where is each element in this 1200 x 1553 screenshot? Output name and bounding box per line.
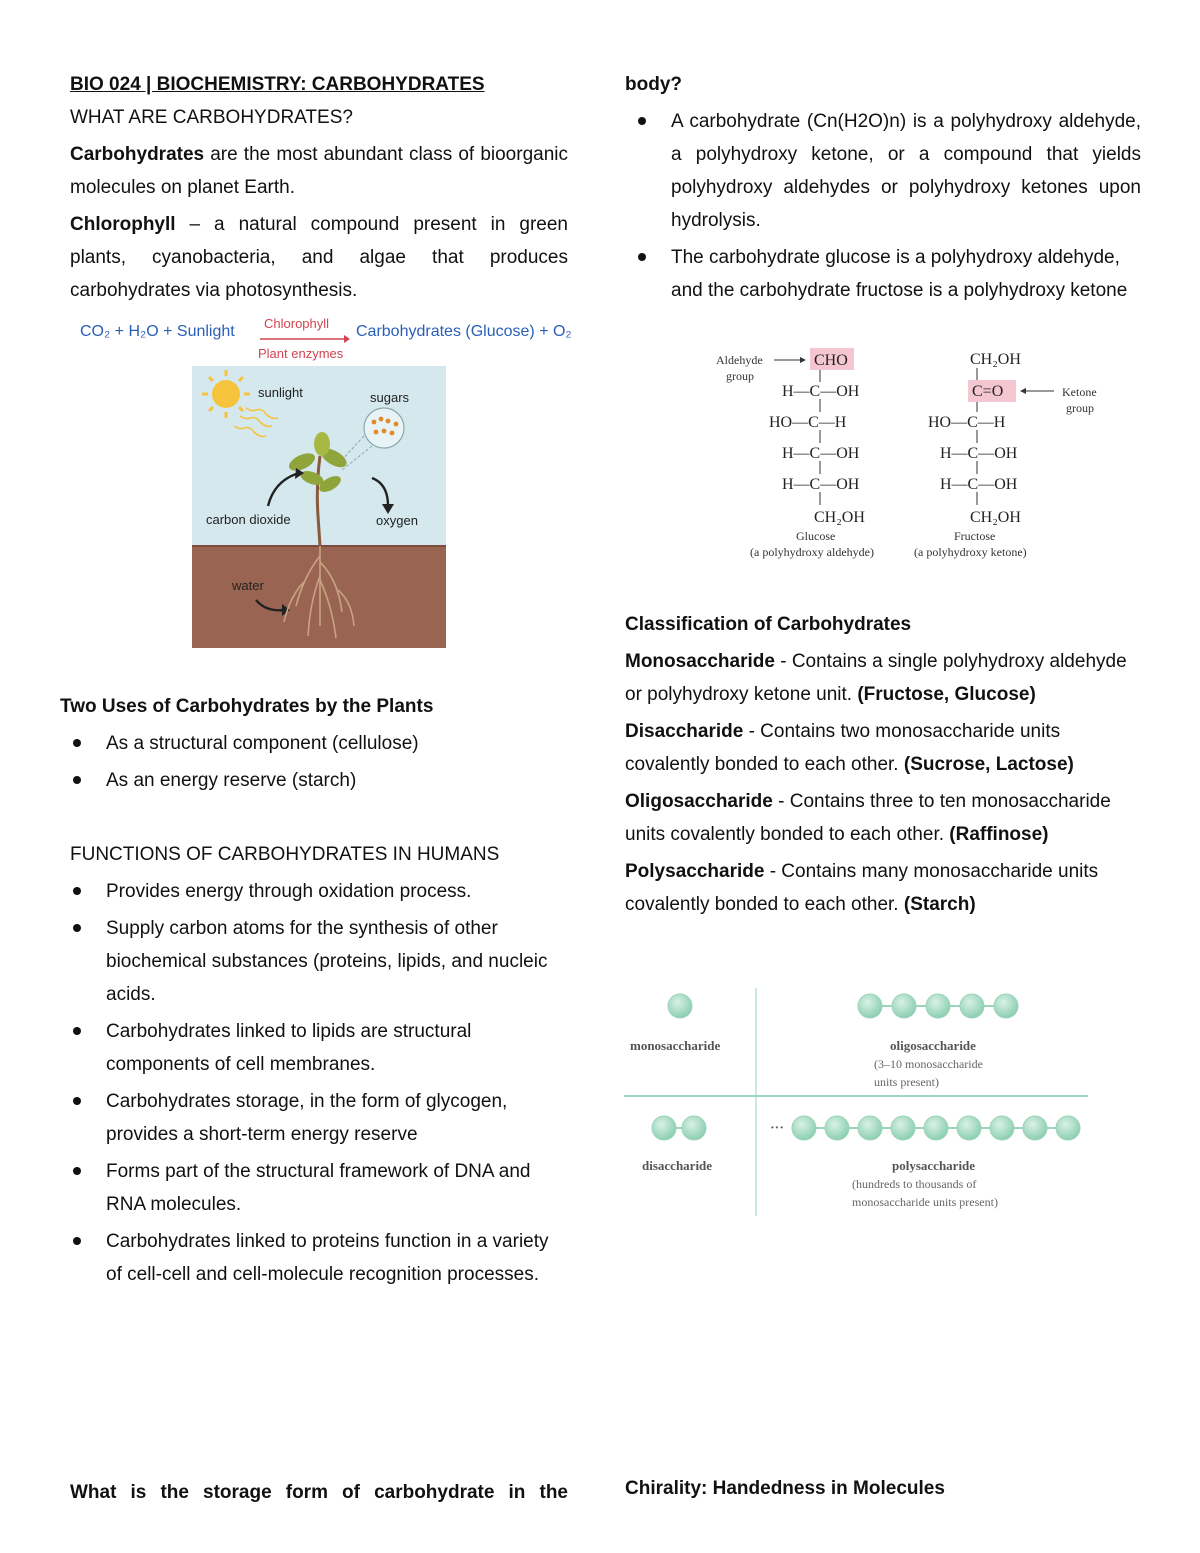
class-monosaccharide: Monosaccharide - Contains a single polyhydroxy aldehyde or polyhydroxy ketone unit. (Fructose, Glucose) [625,651,1127,705]
right-column [625,68,1141,307]
question-continued: body? [625,74,682,95]
svg-text:CH₂OH: CH₂OH [970,509,1021,526]
saccharide-figure [624,988,1088,1216]
storage-question: What is the storage form of carbohydrate in the [70,1482,568,1503]
list-item: Provides energy through oxidation process. [70,875,568,908]
poly-sub1: (hundreds to thousands of [852,1177,977,1191]
equation-enzymes: Plant enzymes [258,346,344,361]
what-heading: WHAT ARE CARBOHYDRATES? [70,107,353,128]
fructose-description: (a polyhydroxy ketone) [914,545,1027,559]
class-polysaccharide: Polysaccharide - Contains many monosaccharide units covalently bonded to each other. (Starch) [625,861,1099,915]
equation-catalyst: Chlorophyll [264,316,330,331]
oligo-sub1: (3–10 monosaccharide [874,1057,983,1071]
functions-heading: FUNCTIONS OF CARBOHYDRATES IN HUMANS [70,844,500,865]
class-disaccharide: Disaccharide - Contains two monosaccharide units covalently bonded to each other. (Sucrose, Lactose) [625,721,1074,775]
plant-uses-section [60,690,568,797]
glucose-fructose-figure [700,344,1120,566]
chirality-heading: Chirality: Handedness in Molecules [625,1478,945,1499]
document-title: BIO 024 | BIOCHEMISTRY: CARBOHYDRATES [70,74,485,95]
oxygen-label: oxygen [376,513,418,528]
sugars-label: sugars [370,390,410,405]
ketone-label: Ketone [1062,385,1097,399]
chlorophyll-paragraph: Chlorophyll – a natural compound present in green plants, cyanobacteria, and algae that produces carbohydrates via photosynthesis. [70,214,568,301]
equation-reactants: CO₂ + H₂O + Sunlight [80,323,235,340]
list-item: Carbohydrates linked to proteins function in a variety of cell-cell and cell-molecule recognition processes. [70,1225,568,1291]
aldehyde-group-label: group [726,369,754,383]
carbon-dioxide-label: carbon dioxide [206,512,291,527]
list-item: As an energy reserve (starch) [70,764,568,797]
equation-products: Carbohydrates (Glucose) + O₂ [356,323,572,340]
svg-text:H—C—OH: H—C—OH [782,445,860,462]
di-label: disaccharide [642,1158,713,1173]
carbohydrates-term: Carbohydrates [70,144,205,165]
list-item: As a structural component (cellulose) [70,727,568,760]
poly-label: polysaccharide [892,1158,976,1173]
aldehyde-label: Aldehyde [716,353,763,367]
svg-text:H—C—OH: H—C—OH [940,476,1018,493]
svg-text:H—C—OH: H—C—OH [782,476,860,493]
classification-section [625,608,1141,921]
list-item: Carbohydrates linked to lipids are structural components of cell membranes. [70,1015,568,1081]
carbohydrates-paragraph: Carbohydrates are the most abundant class of bioorganic molecules on planet Earth. [70,144,568,198]
equation-arrow [260,334,350,344]
list-item: The carbohydrate glucose is a polyhydroxy aldehyde, and the carbohydrate fructose is a polyhydroxy ketone [635,241,1141,307]
sunlight-label: sunlight [258,385,303,400]
ketone-group-label: group [1066,401,1094,415]
svg-text:HO—C—H: HO—C—H [769,414,847,431]
mono-bead [668,994,692,1018]
list-item: Supply carbon atoms for the synthesis of other biochemical substances (proteins, lipids, and nucleic acids. [70,912,568,1011]
chlorophyll-term: Chlorophyll [70,214,176,235]
list-item: A carbohydrate (Cn(H2O)n) is a polyhydroxy aldehyde, a polyhydroxy ketone, or a compound that yields polyhydroxy aldehydes or polyhydroxy ketones upon hydrolysis. [635,105,1141,237]
photosynthesis-figure [192,366,446,648]
svg-text:CH₂OH: CH₂OH [814,509,865,526]
poly-sub2: monosaccharide units present) [852,1195,998,1209]
water-label: water [232,578,264,593]
svg-text:C=O: C=O [972,383,1004,400]
svg-text:CHO: CHO [814,352,848,369]
fructose-name: Fructose [954,529,996,543]
glucose-description: (a polyhydroxy aldehyde) [750,545,874,559]
oligo-sub2: units present) [874,1075,939,1089]
list-item: Forms part of the structural framework of DNA and RNA molecules. [70,1155,568,1221]
svg-text:H—C—OH: H—C—OH [940,445,1018,462]
functions-section [70,838,568,1291]
svg-text:HO—C—H: HO—C—H [928,414,1006,431]
svg-text:H—C—OH: H—C—OH [782,383,860,400]
left-column [70,68,568,307]
oligo-label: oligosaccharide [890,1038,976,1053]
svg-text:CH₂OH: CH₂OH [970,351,1021,368]
class-oligosaccharide: Oligosaccharide - Contains three to ten monosaccharide units covalently bonded to each other. (Raffinose) [625,791,1111,845]
list-item: Carbohydrates storage, in the form of glycogen, provides a short-term energy reserve [70,1085,568,1151]
uses-heading: Two Uses of Carbohydrates by the Plants [60,696,434,717]
sugars-icon [364,408,404,448]
glucose-name: Glucose [796,529,836,543]
photosynthesis-equation [80,316,580,364]
svg-text:···: ··· [770,1121,785,1136]
classification-heading: Classification of Carbohydrates [625,614,912,635]
mono-label: monosaccharide [630,1038,721,1053]
